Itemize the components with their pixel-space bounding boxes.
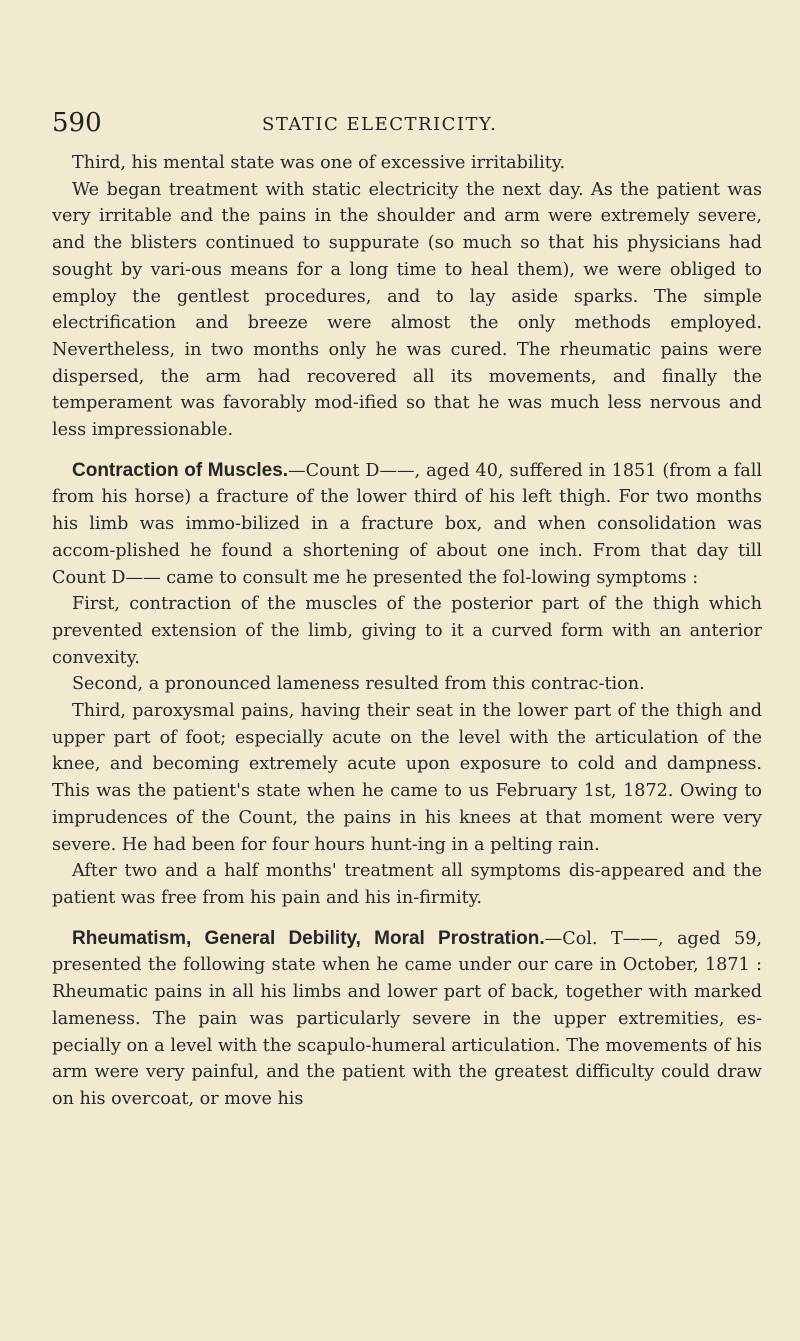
section-title: Rheumatism, General Debility, Moral Prostration. — [72, 927, 545, 949]
paragraph: Third, his mental state was one of excessive irritability. — [72, 153, 566, 173]
body-text — [52, 150, 762, 1113]
paragraph: Second, a pronounced lameness resulted from this contrac-tion. — [72, 674, 645, 695]
paragraph-text: —Col. T——, aged 59, presented the following state when he came under our care in October, 1871 : Rheumatic pains in all his limbs and lower part of back, together with marked lameness. The pain was particularly severe in the upper extremities, es-pecially on a level with the scapulo-humeral articulation. The movements of his arm were very painful, and the patient with the greatest difficulty could draw on his overcoat, or move his — [52, 928, 762, 1109]
paragraph: We began treatment with static electricity the next day. As the patient was very irritable and the pains in the shoulder and arm were extremely severe, and the blisters continued to suppurate (so much so that his physicians had sought by vari-ous means for a long time to heal them), we were obliged to employ the gentlest procedures, and to lay aside sparks. The simple electrification and breeze were almost the only methods employed. Nevertheless, in two months only he was cured. The rheumatic pains were dispersed, the arm had recovered all its movements, and finally the temperament was favorably mod-ified so that he was much less nervous and less impressionable. — [52, 179, 762, 441]
section-title: Contraction of Muscles. — [72, 459, 289, 481]
paragraph: Third, paroxysmal pains, having their seat in the lower part of the thigh and upper part of foot; especially acute on the level with the articulation of the knee, and becoming extremely acute upon exposure to cold and dampness. This was the patient's state when he came to us February 1st, 1872. Owing to imprudences of the Count, the pains in his knees at that moment were very severe. He had been for four hours hunt-ing in a pelting rain. — [52, 701, 762, 855]
paragraph: First, contraction of the muscles of the posterior part of the thigh which prevented extension of the limb, giving to it a curved form with an anterior convexity. — [52, 594, 762, 668]
paragraph-text: —Count D——, aged 40, suffered in 1851 (from a fall from his horse) a fracture of the lower third of his left thigh. For two months his limb was immo-bilized in a fracture box, and when consolidation was accom-plished he found a shortening of about one inch. From that day till Count D—— came to consult me he presented the fol-lowing symptoms : — [52, 460, 763, 588]
page-number: 590 — [52, 108, 102, 138]
paragraph: After two and a half months' treatment all symptoms dis-appeared and the patient was free from his pain and his in-firmity. — [52, 861, 762, 908]
paragraph-rheumatism — [52, 926, 762, 1113]
page-header — [52, 108, 762, 142]
running-head: STATIC ELECTRICITY. — [262, 114, 498, 135]
paragraph-contraction-of-muscles — [52, 458, 762, 592]
